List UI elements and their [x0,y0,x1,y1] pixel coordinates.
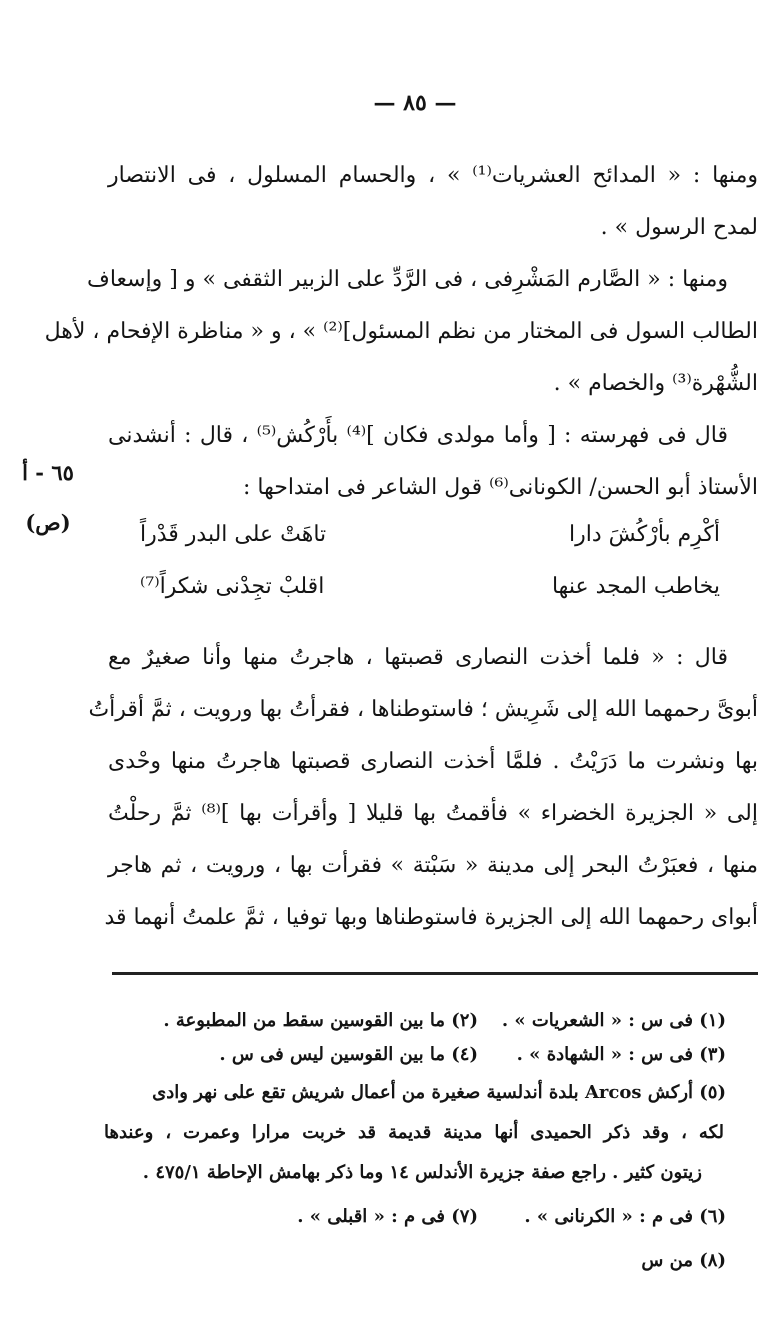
margin-source-ref: (ص) [25,510,71,535]
verse-second-hemistich: اقلبْ تجِدْنى شكراً⁽⁷⁾ [140,574,325,599]
text-line: ومنها : « المدائح العشريات⁽¹⁾ » ، والحسام المسلول ، فى الانتصار [108,163,758,188]
text-line: بها ونشرت ما دَرَيْتُ . فلمَّا أخذت النصارى قصبتها هاجرتُ منها وحْدى [108,749,758,774]
page-number: — ٨٥ — [373,90,457,116]
text-line: أبوىَّ رحمهما الله إلى شَرِيش ؛ فاستوطناها ، فقرأتُ بها ورويت ، ثمَّ أقرأتُ [88,697,758,722]
text-line: الشُّهْرة⁽³⁾ والخصام » . [553,371,758,396]
footnote-continuation: زيتون كثير . راجع صفة جزيرة الأندلس ١٤ وما ذكر بهامش الإحاطة ٤٧٥/١ . [142,1162,702,1183]
footnote: (٤) ما بين القوسين ليس فى س . [219,1044,478,1065]
footnote: (١) فى س : « الشعريات » . [501,1010,726,1031]
verse-line [140,522,720,574]
verse-first-hemistich: أكْرِم بأرْكُشَ دارا [569,522,720,547]
text-line: قال فى فهرسته : [ وأما مولدى فكان ]⁽⁴⁾ بأَرْكُش⁽⁵⁾ ، قال : أنشدنى [108,423,728,448]
footnote: (٢) ما بين القوسين سقط من المطبوعة . [163,1010,478,1031]
footnote-separator [112,972,758,975]
text-line: أبواى رحمهما الله إلى الجزيرة فاستوطناها وبها توفيا ، ثمَّ علمتُ أنهما قد [104,905,758,930]
text-line: ومنها : « الصَّارم المَشْرِفى ، فى الرَّدِّ على الزبير الثقفى » و [ وإسعاف [87,267,728,292]
verse-second-hemistich: تاهَتْ على البدر قَدْراً [140,522,327,547]
text-line: لمدح الرسول » . [600,215,758,240]
text-line: الأستاذ أبو الحسن/ الكونانى⁽⁶⁾ قول الشاعر فى امتداحها : [242,475,758,500]
verse-line [140,574,720,626]
text-line: قال : « فلما أخذت النصارى قصبتها ، هاجرتُ منها وأنا صغيرٌ مع [108,645,728,670]
main-text-block-2 [88,632,758,944]
footnote: (٣) فى س : « الشهادة » . [516,1044,726,1065]
footnote: (٧) فى م : « اقبلى » . [297,1206,478,1227]
text-line: منها ، فعبَرْتُ البحر إلى مدينة « سَبْتة » فقرأت بها ، ورويت ، ثم هاجر [108,853,758,878]
text-line: إلى « الجزيرة الخضراء » فأقمتُ بها قليلا [ وأقرأت بها ]⁽⁸⁾ ثمَّ رحلْتُ [108,801,758,826]
text-line: الطالب السول فى المختار من نظم المسئول]⁽²⁾ » ، و « مناظرة الإفحام ، لأهل [44,319,758,344]
footnote: (٦) فى م : « الكرنانى » . [524,1206,726,1227]
footnote-continuation: لكه ، وقد ذكر الحميدى أنها مدينة قديمة قد خربت مرارا وعمرت ، وعندها [104,1122,724,1143]
verse-first-hemistich: يخاطب المجد عنها [551,574,720,599]
margin-folio-ref: ٦٥ - أ [22,460,74,485]
footnote: (٥) أركش Arcos بلدة أندلسية صغيرة من أعمال شريش تقع على نهر وادى [152,1082,726,1103]
footnote: (٨) من س [641,1250,726,1271]
